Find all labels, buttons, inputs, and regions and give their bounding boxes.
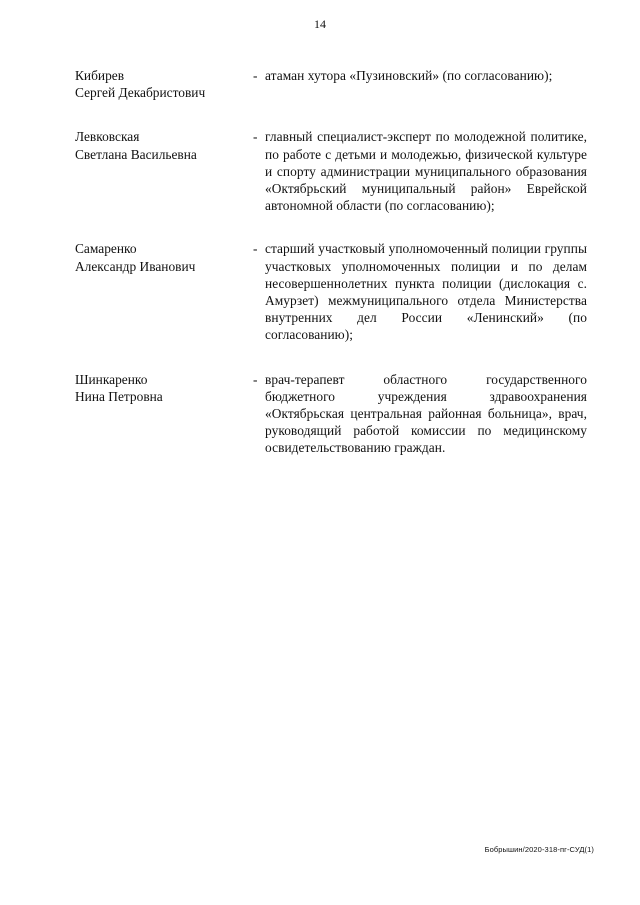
member-given-name: Александр Иванович xyxy=(75,258,196,274)
member-name xyxy=(75,128,253,214)
member-given-name: Светлана Васильевна xyxy=(75,146,197,162)
member-surname: Кибирев xyxy=(75,68,125,83)
member-position: атаман хутора «Пузиновский» (по согласованию); xyxy=(265,68,553,83)
member-name xyxy=(75,371,253,457)
member-given-name: Сергей Декабристович xyxy=(75,85,206,101)
member-surname: Самаренко xyxy=(75,241,137,257)
entry-dash: - xyxy=(253,371,258,387)
member-name xyxy=(75,240,253,343)
member-surname: Шинкаренко xyxy=(75,371,148,387)
member-list xyxy=(75,67,595,484)
member-entry xyxy=(75,67,595,101)
member-position: старший участковый уполномоченный полиции группы участковых уполномоченных полиции и по делам несовершеннолетних пункта полиции (дислокация с. Амурзет) межмуниципального отдела Министерства внутренних дел России «Ленинский» (по согласованию); xyxy=(265,241,587,343)
member-entry xyxy=(75,371,595,457)
document-reference: Бобрышин/2020-318-пг-СУД(1) xyxy=(484,845,594,854)
member-surname: Левковская xyxy=(75,129,140,145)
entry-dash: - xyxy=(253,241,258,257)
entry-dash: - xyxy=(253,129,258,145)
member-name xyxy=(75,67,253,101)
entry-dash: - xyxy=(253,68,258,83)
member-given-name: Нина Петровна xyxy=(75,388,163,404)
member-entry xyxy=(75,240,595,343)
page-number: 14 xyxy=(314,17,326,31)
member-entry xyxy=(75,128,595,214)
member-position: врач-терапевт областного государственного бюджетного учреждения здравоохранения «Октябрьская центральная районная больница», врач, руководящий работой комиссии по медицинскому освидетельствованию граждан. xyxy=(265,371,587,456)
member-position: главный специалист-эксперт по молодежной политике, по работе с детьми и молодежью, физической культуре и спорту администрации муниципального образования «Октябрьский муниципальный район» Еврейской автономной области (по согласованию); xyxy=(265,129,587,214)
